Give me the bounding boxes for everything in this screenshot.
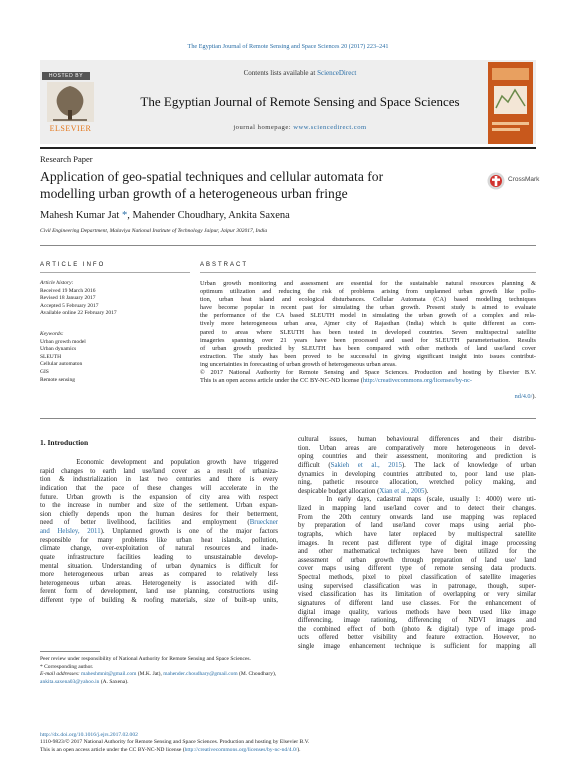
intro-line-text: and other mathematical techniques have been utilized for the bbox=[298, 548, 536, 556]
sciencedirect-link[interactable]: ScienceDirect bbox=[317, 69, 357, 77]
intro-line-text: oping countries and their assessment, monitoring and prediction is bbox=[298, 453, 536, 461]
abstract-line bbox=[200, 337, 536, 345]
keyword-item: GIS bbox=[40, 368, 49, 375]
intro-line-text: assessment of urban growth through preparation of land use/ land bbox=[298, 556, 536, 564]
article-title-line-1: Application of geo-spatial techniques and cellular automata for bbox=[40, 169, 384, 184]
intro-line-text: tion. Urban areas are comparatively more heterogeneous in devel- bbox=[298, 444, 536, 452]
contents-prefix: Contents lists available at bbox=[243, 69, 318, 77]
email-owner: (A. Saxena). bbox=[99, 678, 129, 685]
crossmark-button[interactable] bbox=[487, 172, 543, 192]
intro-line-text: difficult ( bbox=[298, 461, 331, 469]
abstract-line-text: have become popular in recent past for simulating the urban growth. Present study is aimed to evaluate bbox=[200, 304, 536, 312]
journal-homepage-line bbox=[110, 124, 490, 131]
article-info-heading: ARTICLE INFO bbox=[40, 262, 106, 268]
intro-line-text: ). The lack of knowledge of urban bbox=[401, 461, 537, 469]
intro-line bbox=[298, 522, 536, 531]
intro-line-text: differencing, image rationing, differencing of NDVI images and bbox=[298, 617, 536, 625]
intro-line-text: rapid changes to earth land use/land cover as a result of urbaniza- bbox=[40, 467, 278, 475]
journal-citation-link[interactable]: The Egyptian Journal of Remote Sensing and Space Sciences 20 (2017) 223–241 bbox=[187, 43, 389, 50]
intro-line bbox=[40, 468, 278, 477]
intro-line bbox=[298, 488, 536, 497]
abstract-line bbox=[200, 312, 536, 320]
abstract-line bbox=[200, 377, 536, 385]
history-revised: Revised 18 January 2017 bbox=[40, 295, 96, 302]
intro-line bbox=[40, 545, 278, 554]
author-list bbox=[40, 210, 290, 221]
intro-line bbox=[40, 494, 278, 503]
intro-line-text: responsible for many problems like urban heat islands, pollution, bbox=[40, 536, 278, 544]
intro-line-text: lized in mapping land use/land cover and to detect their changes. bbox=[298, 505, 536, 512]
intro-line bbox=[40, 588, 278, 597]
intro-line bbox=[298, 531, 536, 540]
keywords bbox=[40, 331, 190, 384]
abstract-line bbox=[200, 353, 536, 361]
intro-line-text: future. Urban growth is the expansion of city area with respect bbox=[40, 493, 278, 501]
crossmark-label: CrossMark bbox=[508, 176, 540, 183]
corresponding-author-note: * Corresponding author. bbox=[40, 663, 94, 670]
copyright-line: 1110-9823/© 2017 National Authority for Remote Sensing and Space Sciences. Production and hosting by Elsevier B.V. bbox=[40, 739, 310, 746]
intro-line-text: ). bbox=[424, 487, 429, 495]
intro-line-text: tion & industrialization in last two centuries and there is every bbox=[40, 476, 278, 484]
intro-line bbox=[298, 471, 536, 480]
intro-line bbox=[298, 643, 536, 652]
intro-line-text: ning, pathetic resource allocation, wretched policy making, and bbox=[298, 479, 536, 487]
license-line bbox=[40, 747, 536, 754]
doi-link[interactable]: http://dx.doi.org/10.1016/j.ejrs.2017.02.002 bbox=[40, 732, 138, 738]
license-prefix: This is an open access article under the CC BY-NC-ND license ( bbox=[40, 746, 185, 753]
header-rule bbox=[40, 147, 536, 149]
introduction-heading: 1. Introduction bbox=[40, 438, 89, 447]
keyword-item: Remote sensing bbox=[40, 376, 75, 383]
intro-line-text: indication that the pace of these changes will accelerate in the bbox=[40, 484, 278, 492]
footnotes bbox=[40, 656, 278, 686]
intro-line-text: single image enhancement technique is sufficient for mapping all bbox=[298, 643, 536, 650]
keyword-item: Cellular automaton bbox=[40, 361, 83, 368]
intro-line bbox=[40, 528, 278, 537]
intro-line-text: quate infrastructure facilities leading to unsustainable develop- bbox=[40, 553, 278, 561]
intro-line-text: images. In recent past different type of digital image processing bbox=[298, 539, 536, 547]
intro-line bbox=[40, 571, 278, 580]
abstract-line-text: This is an open access article under the CC BY-NC-ND license ( bbox=[200, 377, 363, 385]
intro-line-text: From the 20th century onwards land use mapping was replaced bbox=[298, 513, 536, 521]
license-link[interactable]: http://creativecommons.org/licenses/by-nc-nd/4.0/ bbox=[184, 746, 298, 753]
citation-link[interactable]: and Helsley, 2011 bbox=[40, 528, 101, 535]
abstract-line-text: © 2017 National Authority for Remote Sensing and Space Sciences. Production and hosting by Elsevier B.V. bbox=[200, 369, 536, 377]
contents-line bbox=[110, 69, 490, 77]
intro-line bbox=[298, 548, 536, 557]
keyword-item: Urban growth model bbox=[40, 338, 86, 345]
article-history bbox=[40, 280, 190, 318]
abstract-line bbox=[200, 288, 536, 296]
intro-column-right bbox=[298, 436, 536, 652]
intro-line bbox=[40, 597, 278, 606]
intro-line bbox=[298, 574, 536, 583]
keywords-label: Keywords: bbox=[40, 331, 64, 337]
intro-line-text: the combined effect of both (photo & digital) type of image prod- bbox=[298, 625, 536, 633]
intro-line bbox=[298, 462, 536, 471]
abstract-line bbox=[200, 304, 536, 312]
intro-line-text: more heterogeneous urban areas as compared to relatively less bbox=[40, 571, 278, 579]
abstract-line-text: of urban growth predicted by SLEUTH has been compared with other methods of land use/land cover bbox=[200, 344, 536, 352]
intro-line-text: despicable budget allocation ( bbox=[298, 487, 380, 495]
abstract-line-text: optimum utilization and reducing the risk of problems arising from unplanned urban growth like pollu- bbox=[200, 288, 536, 296]
keyword-item: SLEUTH bbox=[40, 353, 62, 360]
journal-cover-thumbnail[interactable] bbox=[488, 62, 533, 144]
intro-line-text: ucts offered better visibility and feature extraction. However, no bbox=[298, 634, 536, 642]
hosted-by-badge: HOSTED BY bbox=[42, 72, 90, 80]
article-info-rule bbox=[40, 272, 190, 273]
article-history-label: Article history: bbox=[40, 280, 74, 286]
abstract-rule bbox=[200, 272, 536, 273]
intro-line bbox=[40, 511, 278, 520]
intro-line-text: vised classification has its limitation of overlapping or very similar bbox=[298, 591, 536, 599]
abstract-line-text: ing uncertainties in forecasting of urban growth of heterogeneous urban areas. bbox=[200, 360, 397, 368]
intro-line bbox=[40, 563, 278, 572]
intro-line-text: cultural issues, human behavioural differences and their distribu- bbox=[298, 436, 536, 443]
email-label: E-mail addresses: bbox=[40, 671, 82, 678]
citation-link[interactable]: Xian et al., 2005 bbox=[379, 487, 425, 495]
intro-line-text: In early days, cadastral maps (scale, usually 1: 4000) were uti- bbox=[298, 496, 536, 504]
abstract-license-tail bbox=[200, 393, 536, 401]
abstract-license-link[interactable]: http://creativecommons.org/licenses/by-nc- bbox=[362, 377, 472, 385]
intro-line-text: Spectral methods, pixel to pixel classification of satellite imageries bbox=[298, 574, 536, 581]
abstract-heading: ABSTRACT bbox=[200, 262, 249, 268]
intro-line bbox=[298, 453, 536, 462]
history-online: Available online 22 February 2017 bbox=[40, 310, 117, 317]
abstract-line bbox=[200, 296, 536, 304]
section-rule bbox=[40, 245, 536, 246]
abstract-bottom-rule bbox=[40, 418, 536, 419]
crossmark-icon bbox=[487, 172, 505, 190]
homepage-prefix: journal homepage: bbox=[233, 124, 294, 131]
intro-column-left bbox=[40, 459, 278, 606]
article-title-line-2: modelling urban growth of a heterogeneous urban fringe bbox=[40, 186, 348, 201]
email-link[interactable]: maheshmnit@gmail.com bbox=[81, 671, 137, 678]
doi-block bbox=[40, 732, 536, 754]
intro-line-text: climate change, over-exploitation of natural resources and inade- bbox=[40, 545, 278, 553]
intro-line bbox=[298, 479, 536, 488]
intro-line-text: sion chiefly depends upon the human desires for their betterment, bbox=[40, 510, 278, 518]
intro-line bbox=[298, 436, 536, 445]
intro-line bbox=[40, 519, 278, 528]
intro-line bbox=[298, 557, 536, 566]
email-addresses bbox=[40, 671, 278, 686]
email-owner: (M.K. Jat), bbox=[136, 671, 164, 678]
abstract-line-text: pared to areas where SLEUTH has been tested in developed countries. Seven multispectral satellite bbox=[200, 328, 536, 336]
history-received: Received 19 March 2016 bbox=[40, 287, 96, 294]
intro-line-text: ). Unplanned growth is one of the major factors bbox=[100, 528, 279, 535]
intro-line-text: signatures of different land use classes. For the enhancement of bbox=[298, 599, 536, 607]
elsevier-wordmark: ELSEVIER bbox=[49, 124, 92, 133]
intro-line-text: by preparation of land use/land cover maps using aerial pho- bbox=[298, 522, 536, 530]
article-type: Research Paper bbox=[40, 154, 93, 164]
intro-line bbox=[298, 505, 536, 514]
article-title bbox=[40, 168, 450, 202]
intro-line-text: digital image quality, various methods have been used like image bbox=[298, 608, 536, 616]
intro-line-text: tographs, which have later replaced by multispectral satellite bbox=[298, 530, 536, 538]
license-suffix: ). bbox=[297, 746, 301, 753]
intro-line bbox=[298, 583, 536, 592]
intro-line-text: using supervised classification was in patronage, though, super- bbox=[298, 582, 536, 590]
abstract-line bbox=[200, 345, 536, 353]
abstract-line-text: extraction. The study has been proved to be successful in giving significant insight into issues contribut- bbox=[200, 352, 536, 360]
abstract-line-text: Urban growth monitoring and assessment are essential for the sustainable natural resources planning & bbox=[200, 280, 536, 287]
abstract-license-link-end[interactable]: nd/4.0/ bbox=[514, 393, 533, 400]
keyword-item: Urban dynamics bbox=[40, 346, 77, 353]
abstract-line bbox=[200, 369, 536, 377]
intro-line-text: cover maps using different type of remote sensing data products. bbox=[298, 565, 536, 573]
intro-line bbox=[298, 514, 536, 523]
intro-line bbox=[40, 580, 278, 589]
history-accepted: Accepted 5 February 2017 bbox=[40, 302, 99, 309]
homepage-link[interactable]: www.sciencedirect.com bbox=[293, 124, 367, 131]
intro-line bbox=[298, 609, 536, 618]
intro-line bbox=[40, 476, 278, 485]
footnote-rule bbox=[40, 651, 100, 652]
intro-line bbox=[298, 496, 536, 505]
abstract-line-text: the performance of the CA based SLEUTH model in simulating the urban growth of a complex and rela- bbox=[200, 312, 536, 320]
intro-line bbox=[298, 591, 536, 600]
intro-line-text: to the increase in number and size of the settlement. Urban expan- bbox=[40, 502, 278, 510]
abstract-line-text: tively more heterogeneous urban area, Ajmer city of Rajasthan (India) which is quite different as com- bbox=[200, 320, 536, 328]
email-owner: (M. Choudhary), bbox=[237, 671, 277, 678]
intro-line bbox=[40, 502, 278, 511]
intro-line bbox=[40, 459, 278, 468]
abstract-line bbox=[200, 329, 536, 337]
abstract-line bbox=[200, 361, 536, 369]
email-link[interactable]: mahender.choudhary@gmail.com bbox=[163, 671, 238, 678]
corresponding-author-marker[interactable]: * bbox=[119, 210, 128, 221]
peer-review-note: Peer review under responsibility of National Authority for Remote Sensing and Space Sciences. bbox=[40, 656, 251, 662]
author-first: Mahesh Kumar Jat bbox=[40, 210, 120, 221]
intro-line bbox=[40, 537, 278, 546]
citation-link[interactable]: Brueckner bbox=[249, 519, 278, 527]
intro-line-text: Economic development and population growth have triggered bbox=[40, 459, 278, 466]
abstract-line-text: imageries spanning over 21 years have been processed and used for SLEUTH parameterisation. Results bbox=[200, 336, 536, 344]
intro-line bbox=[298, 617, 536, 626]
intro-line bbox=[40, 554, 278, 563]
intro-line bbox=[298, 626, 536, 635]
intro-line-text: need of better livelihood, facilities and employment ( bbox=[40, 519, 250, 527]
intro-line-text: dynamics in developing countries attributed to, poor land use plan- bbox=[298, 470, 536, 478]
citation-link[interactable]: Sakieh et al., 2015 bbox=[330, 461, 402, 469]
abstract-line-text: tion, urban heat island and ecological disturbances. Cellular Automata (CA) based modelling techniques bbox=[200, 296, 536, 304]
abstract-line bbox=[200, 280, 536, 288]
author-affiliation: Civil Engineering Department, Malaviya National Institute of Technology Jaipur, Jaipur 302017, India bbox=[40, 228, 268, 234]
abstract-license-close: ). bbox=[532, 393, 536, 400]
intro-line bbox=[40, 485, 278, 494]
abstract-text bbox=[200, 280, 536, 385]
intro-line bbox=[298, 540, 536, 549]
intro-line-text: heterogeneous urban areas. Heterogeneity is associated with dif- bbox=[40, 579, 278, 587]
intro-line-text: different type of building & roofing materials, size of built-up units, bbox=[40, 597, 278, 604]
intro-line bbox=[298, 600, 536, 609]
intro-line bbox=[298, 565, 536, 574]
intro-line-text: mental situation. Understanding of urban dynamics is difficult for bbox=[40, 562, 278, 570]
abstract-line bbox=[200, 320, 536, 328]
journal-title: The Egyptian Journal of Remote Sensing and Space Sciences bbox=[140, 94, 460, 109]
intro-line bbox=[298, 445, 536, 454]
email-link[interactable]: ankita.saxena03@yahoo.in bbox=[40, 678, 100, 685]
intro-line-text: ferent form of development, land use planning, constructions using bbox=[40, 588, 278, 596]
author-rest: , Mahender Choudhary, Ankita Saxena bbox=[127, 210, 290, 221]
intro-line bbox=[298, 634, 536, 643]
